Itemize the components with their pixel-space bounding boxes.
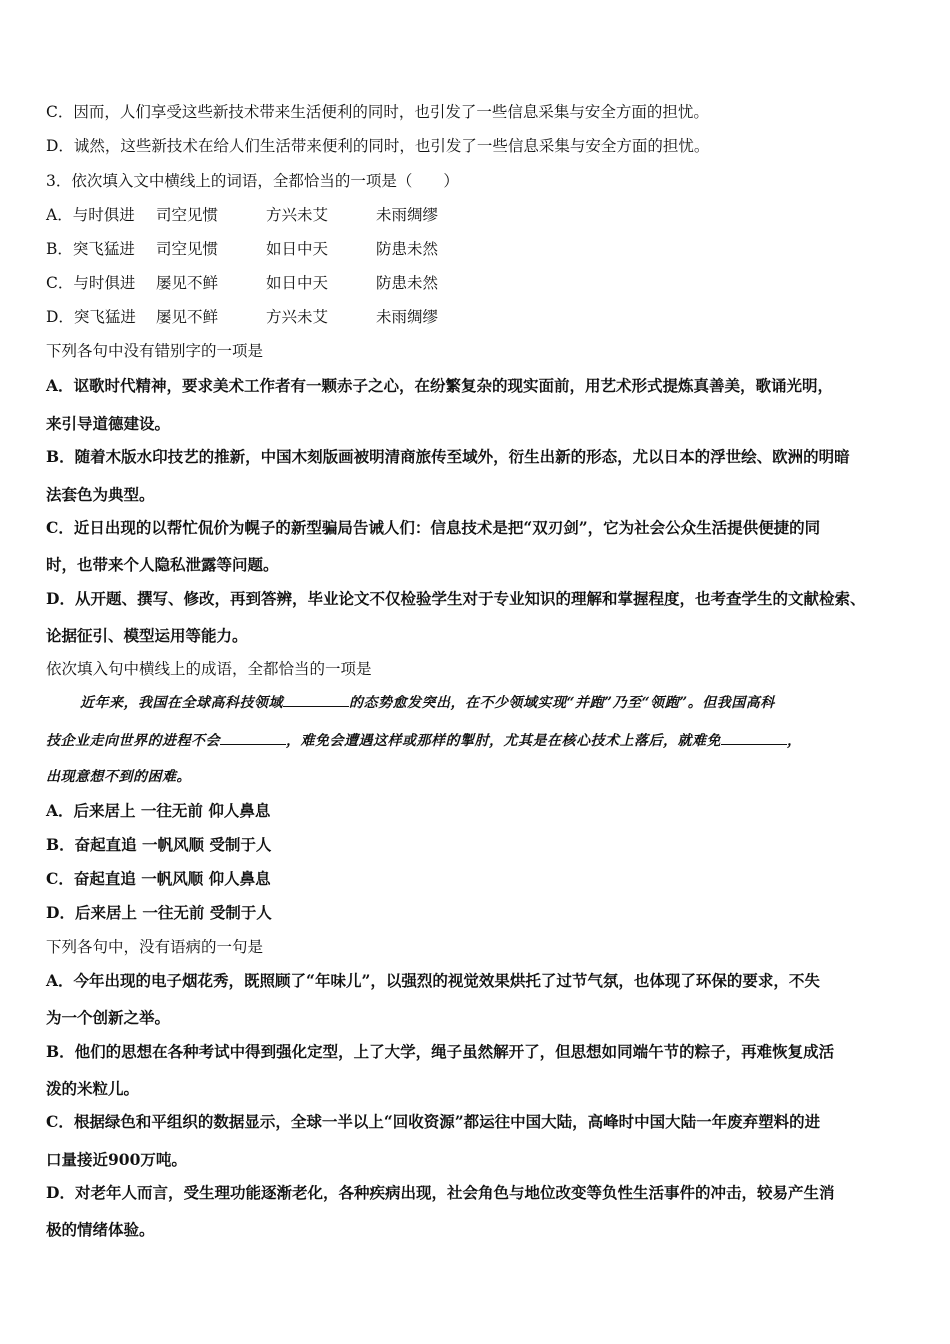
q4-option-d-line2: 论据征引、模型运用等能力。 (46, 626, 248, 645)
q3-b-w3: 如日中天 (266, 240, 329, 258)
q5-p2b: ，难免会遭遇这样或那样的掣肘，尤其是在核心技术上落后，就难免 (286, 733, 721, 749)
q3-a-w3: 方兴未艾 (266, 206, 329, 224)
q4-option-b-line1: B．随着木版水印技艺的推新，中国木刻版画被明清商旅传至域外，衍生出新的形态，尤以日本的浮世绘、欧洲的明暗 (46, 447, 850, 466)
q3-option-a (46, 205, 438, 225)
q5-option-b: B．奋起直追 一帆风顺 受制于人 (46, 835, 272, 854)
q5-blank-1 (283, 694, 349, 707)
q6-option-a-line1: A．今年出现的电子烟花秀，既照顾了“年味儿”，以强烈的视觉效果烘托了过节气氛，也体现了环保的要求，不失 (46, 971, 820, 990)
q3-d-w2: 屡见不鲜 (156, 308, 219, 326)
q4-option-a-line2: 来引导道德建设。 (46, 414, 171, 433)
q5-p1b: 的态势愈发突出，在不少领域实现“并跑”乃至“领跑”。但我国高科 (349, 695, 775, 711)
q2-option-d: D．诚然，这些新技术在给人们生活带来便利的同时，也引发了一些信息采集与安全方面的担忧。 (46, 137, 710, 155)
q6-option-b-line2: 泼的米粒儿。 (46, 1079, 140, 1098)
q2-option-c: C．因而，人们享受这些新技术带来生活便利的同时，也引发了一些信息采集与安全方面的担忧。 (46, 103, 709, 121)
q4-stem: 下列各句中没有错别字的一项是 (46, 342, 264, 360)
q5-blank-3 (721, 732, 787, 745)
q6-option-c-line2: 口量接近900万吨。 (46, 1150, 187, 1169)
q3-a-w4: 未雨绸缪 (376, 206, 439, 224)
q5-blank-2 (220, 732, 286, 745)
q3-c-w2: 屡见不鲜 (156, 274, 219, 292)
q3-d-w3: 方兴未艾 (266, 308, 329, 326)
q3-a-label: A．与时俱进 (46, 206, 135, 224)
q3-b-w2: 司空见惯 (156, 240, 219, 258)
q3-option-b (46, 239, 438, 259)
q3-c-label: C．与时俱进 (46, 274, 136, 292)
q5-passage-line1 (80, 693, 775, 713)
q5-option-c: C．奋起直追 一帆风顺 仰人鼻息 (46, 869, 271, 888)
q6-option-c-line1: C．根据绿色和平组织的数据显示，全球一半以上“回收资源”都运往中国大陆，高峰时中国大陆一年废弃塑料的进 (46, 1112, 821, 1131)
q3-d-w4: 未雨绸缪 (376, 308, 439, 326)
q4-option-c-line1: C．近日出现的以帮忙侃价为幌子的新型骗局告诫人们：信息技术是把“双刃剑”，它为社会公众生活提供便捷的同 (46, 518, 821, 537)
q4-option-c-line2: 时，也带来个人隐私泄露等问题。 (46, 555, 279, 574)
q3-b-w4: 防患未然 (376, 240, 439, 258)
q6-option-d-line2: 极的情绪体验。 (46, 1220, 155, 1239)
q5-passage-line2 (46, 731, 802, 751)
q3-c-w3: 如日中天 (266, 274, 329, 292)
q5-option-a: A．后来居上 一往无前 仰人鼻息 (46, 801, 271, 820)
q4-option-a-line1: A．讴歌时代精神，要求美术工作者有一颗赤子之心，在纷繁复杂的现实面前，用艺术形式提炼真善美，歌诵光明， (46, 376, 834, 395)
q3-stem: 3．依次填入文中横线上的词语，全都恰当的一项是（ ） (46, 172, 459, 190)
q5-p2c: ， (787, 733, 802, 749)
q3-a-w2: 司空见惯 (156, 206, 219, 224)
q4-option-d-line1: D．从开题、撰写、修改，再到答辨，毕业论文不仅检验学生对于专业知识的理解和掌握程度，也考查学生的文献检索、 (46, 589, 866, 608)
q6-option-b-line1: B．他们的思想在各种考试中得到强化定型，上了大学，绳子虽然解开了，但思想如同端午节的粽子，再难恢复成活 (46, 1042, 835, 1061)
q3-option-d (46, 307, 438, 327)
q6-option-a-line2: 为一个创新之举。 (46, 1008, 171, 1027)
q3-d-label: D．突飞猛进 (46, 308, 136, 326)
q6-option-d-line1: D．对老年人而言，受生理功能逐渐老化，各种疾病出现，社会角色与地位改变等负性生活事件的冲击，较易产生消 (46, 1183, 835, 1202)
q5-option-d: D．后来居上 一往无前 受制于人 (46, 903, 272, 922)
q5-passage-line3: 出现意想不到的困难。 (46, 769, 191, 785)
q5-stem: 依次填入句中横线上的成语，全都恰当的一项是 (46, 660, 372, 678)
q5-p2a: 技企业走向世界的进程不会 (46, 733, 220, 749)
q3-b-label: B．突飞猛进 (46, 240, 135, 258)
q3-c-w4: 防患未然 (376, 274, 439, 292)
q6-stem: 下列各句中，没有语病的一句是 (46, 938, 264, 956)
q5-p1a: 近年来，我国在全球高科技领域 (80, 695, 283, 711)
q3-option-c (46, 273, 438, 293)
q4-option-b-line2: 法套色为典型。 (46, 485, 155, 504)
